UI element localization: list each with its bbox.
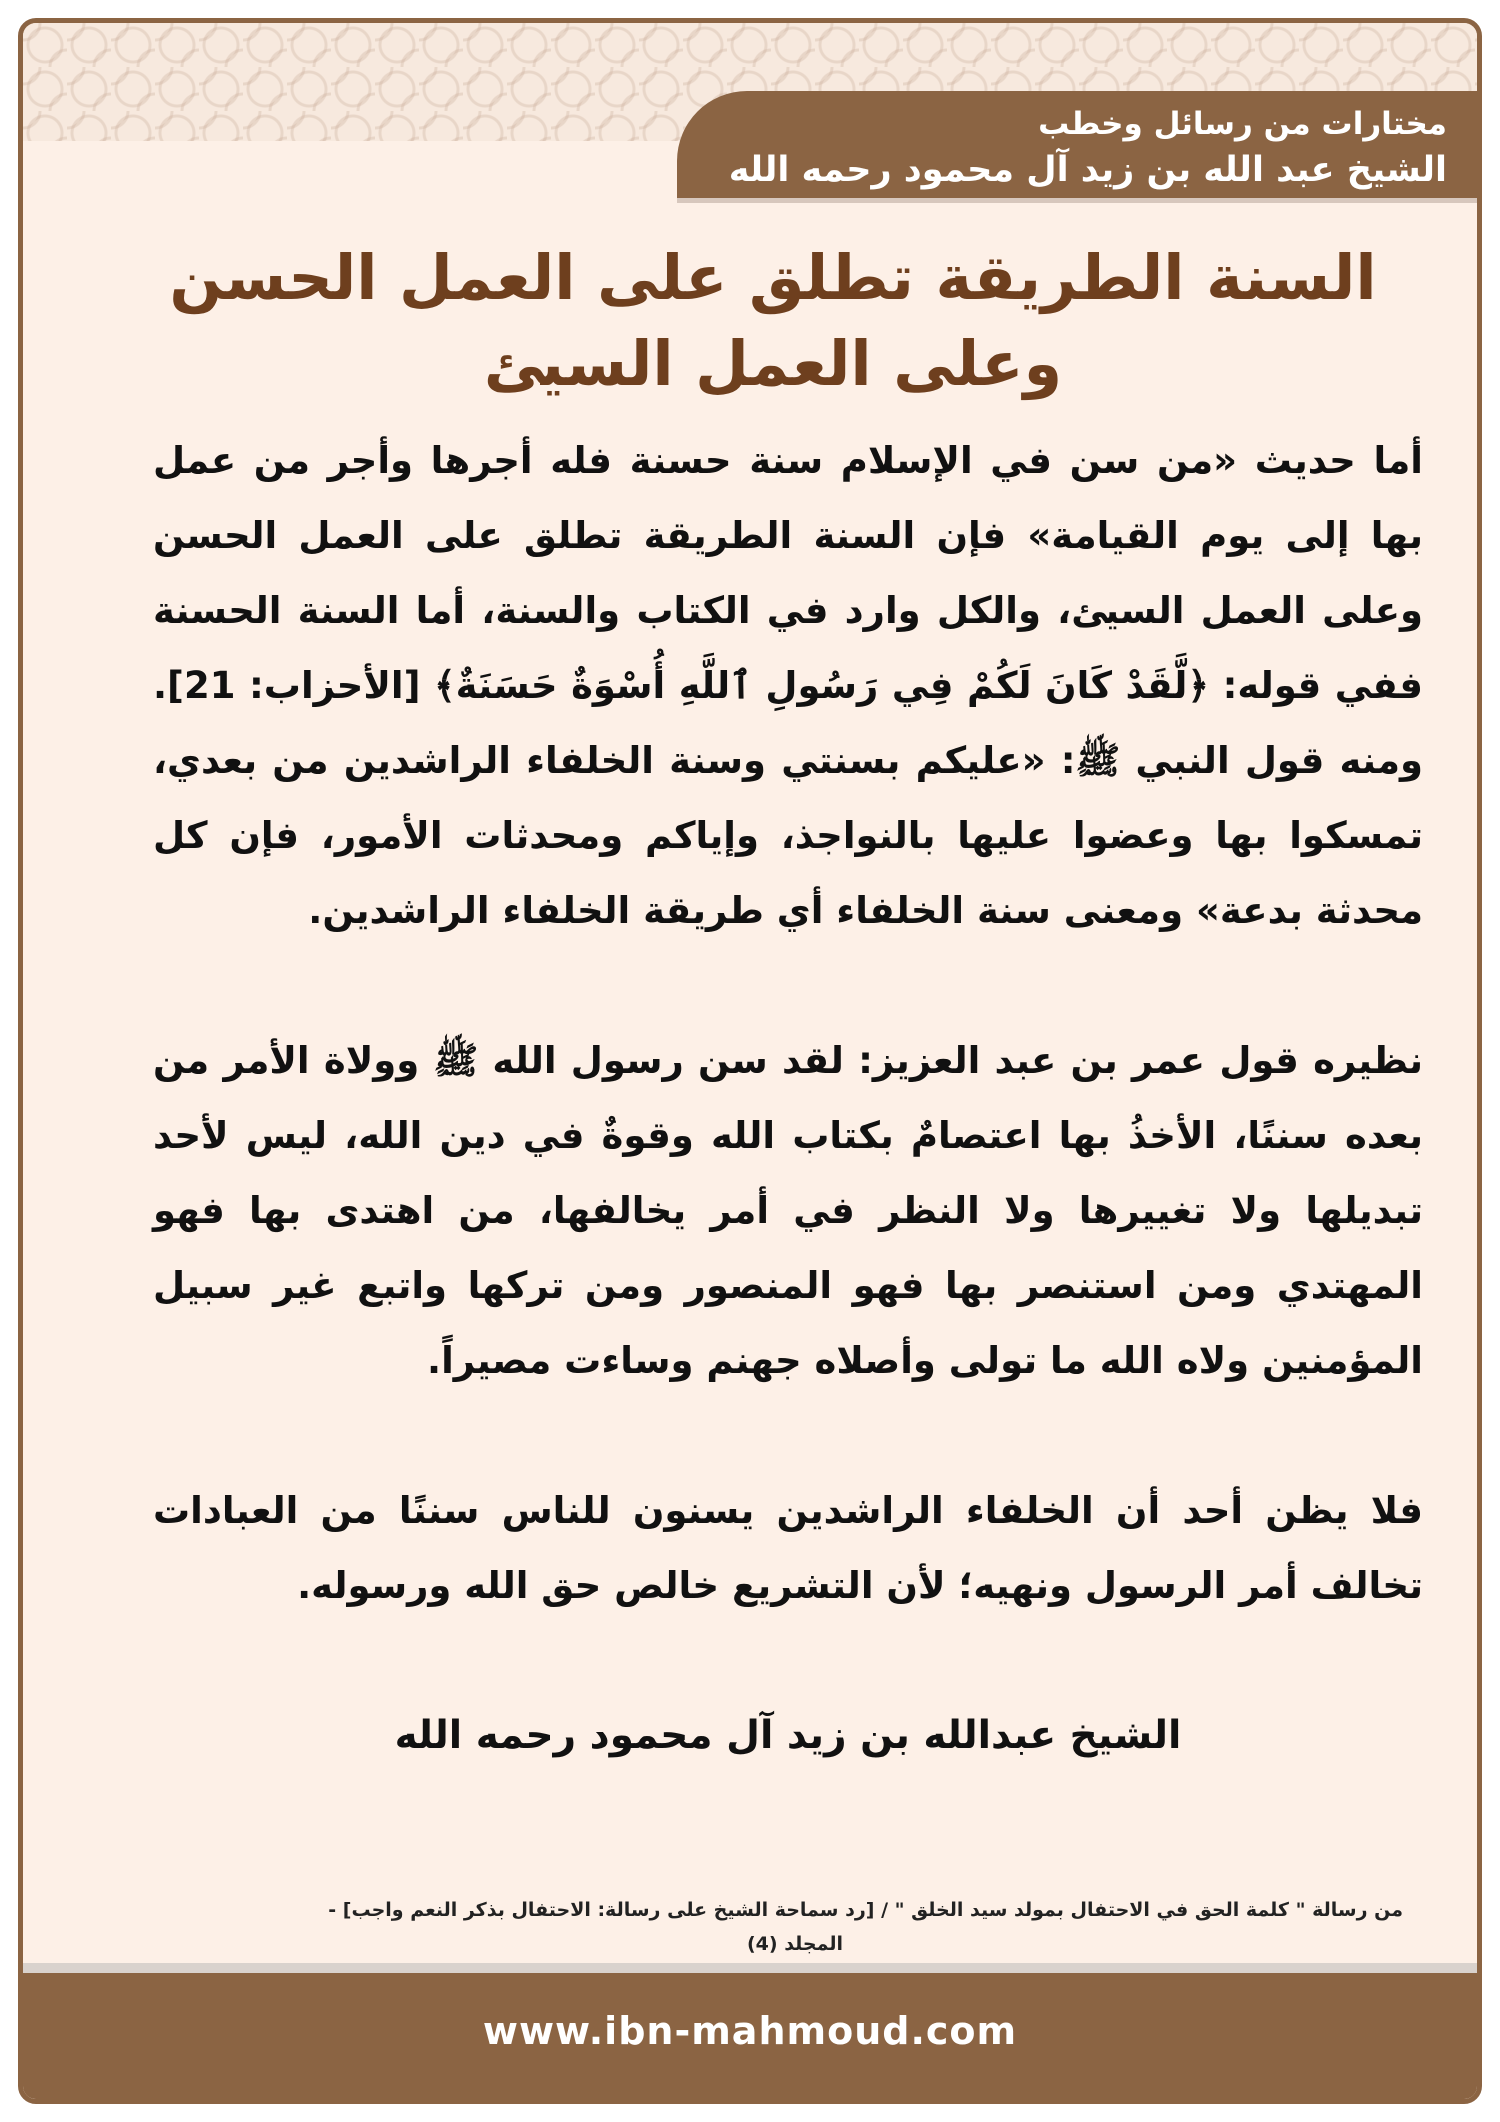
website-link[interactable]: www.ibn-mahmoud.com <box>482 2009 1018 2053</box>
paragraph-3: فلا يظن أحد أن الخلفاء الراشدين يسنون للناس سننًا من العبادات تخالف أمر الرسول ونهيه؛ لأن التشريع خالص حق الله ورسوله. <box>153 1489 1423 1607</box>
header-text <box>729 101 1447 193</box>
footer-bar <box>23 1963 1477 2099</box>
header-author: الشيخ عبد الله بن زيد آل محمود رحمه الله <box>728 150 1447 190</box>
header-series-title: مختارات من رسائل وخطب <box>1038 106 1447 142</box>
page-title: السنة الطريقة تطلق على العمل الحسن وعلى العمل السيئ <box>169 241 1377 400</box>
source-footnote <box>133 1893 1403 1961</box>
signature: الشيخ عبدالله بن زيد آل محمود رحمه الله <box>394 1713 1182 1758</box>
footnote-line-2: المجلد (4) <box>746 1933 843 1955</box>
article-body <box>153 423 1423 1773</box>
page-frame <box>18 18 1482 2104</box>
footnote-line-1: من رسالة " كلمة الحق في الاحتفال بمولد سيد الخلق " / [رد سماحة الشيخ على رسالة: الاحتفال بذكر النعم واجب] - <box>328 1899 1403 1921</box>
header-banner <box>677 91 1477 203</box>
paragraph-2: نظيره قول عمر بن عبد العزيز: لقد سن رسول الله ﷺ وولاة الأمر من بعده سننًا، الأخذُ بها اعتصامٌ بكتاب الله وقوةٌ في دين الله، ليس لأحد تبديلها ولا تغييرها ولا النظر في أمر يخالفها، من اهتدى بها فهو المهتدي ومن استنصر بها فهو المنصور ومن تركها واتبع غير سبيل المؤمنين ولاه الله ما تولى وأصلاه جهنم وساءت مصيراً. <box>153 1039 1423 1382</box>
paragraph-1: أما حديث «من سن في الإسلام سنة حسنة فله أجرها وأجر من عمل بها إلى يوم القيامة» فإن السنة الطريقة تطلق على العمل الحسن وعلى العمل السيئ، والكل وارد في الكتاب والسنة، أما السنة الحسنة ففي قوله: ﴿لَّقَدْ كَانَ لَكُمْ فِي رَسُولِ ٱللَّهِ أُسْوَةٌ حَسَنَةٌ﴾ [الأحزاب: 21]. ومنه قول النبي ﷺ: «عليكم بسنتي وسنة الخلفاء الراشدين من بعدي، تمسكوا بها وعضوا عليها بالنواجذ، وإياكم ومحدثات الأمور، فإن كل محدثة بدعة» ومعنى سنة الخلفاء أي طريقة الخلفاء الراشدين. <box>153 439 1423 932</box>
